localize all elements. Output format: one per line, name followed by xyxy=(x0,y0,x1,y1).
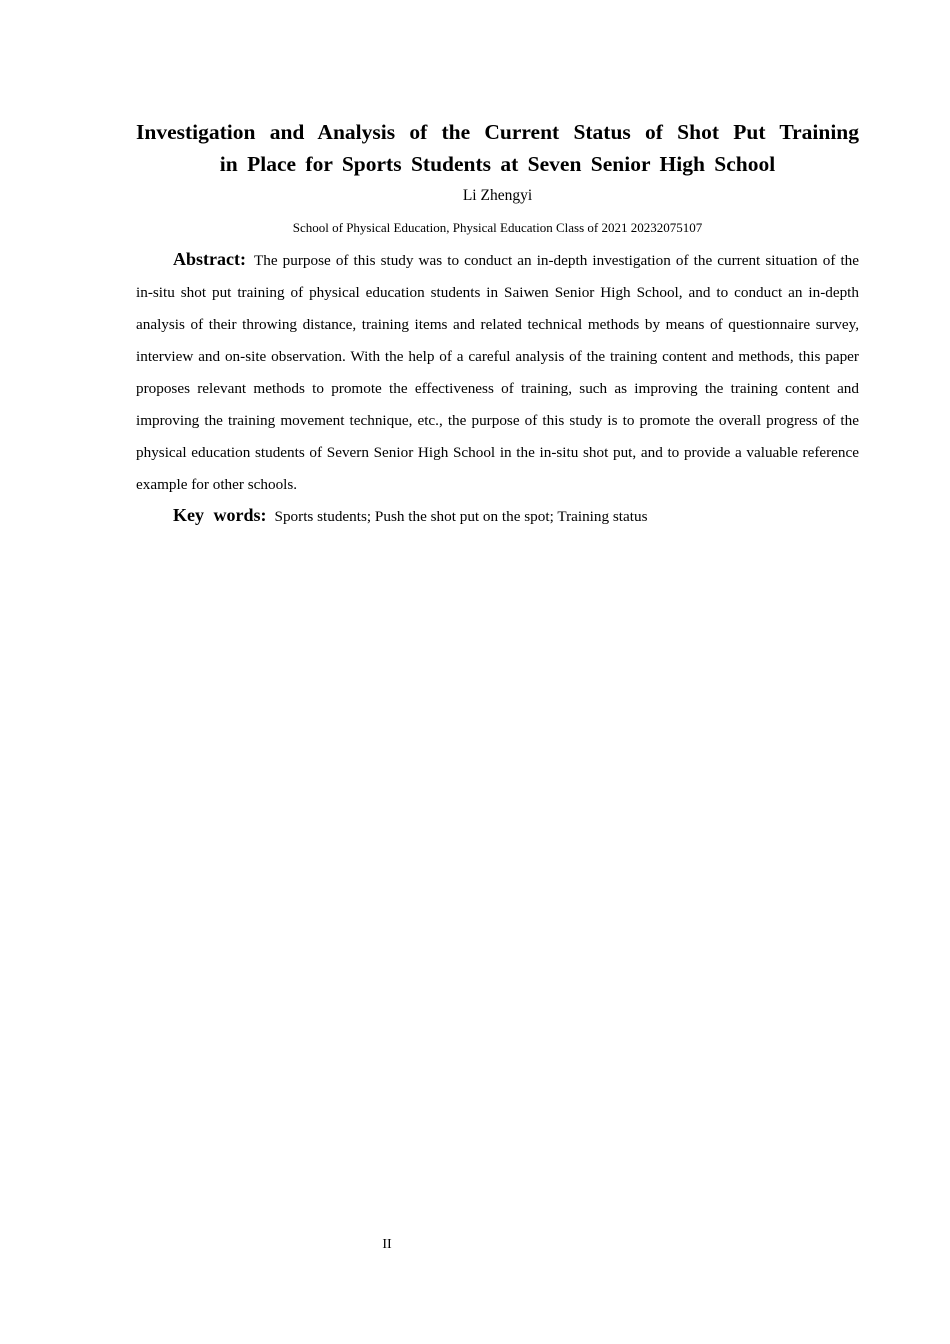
author-affiliation: School of Physical Education, Physical Education Class of 2021 20232075107 xyxy=(292,220,703,235)
keywords-label: Key words: xyxy=(173,505,267,525)
abstract-label: Abstract: xyxy=(173,249,246,269)
title-line-1: Investigation and Analysis of the Current Status of Shot Put Training xyxy=(136,120,859,144)
paper-title xyxy=(136,116,859,180)
author-name: Li Zhengyi xyxy=(462,187,533,204)
keywords-paragraph xyxy=(136,500,859,532)
keywords-text: Sports students; Push the shot put on the spot; Training status xyxy=(274,508,648,525)
page-number: II xyxy=(382,1237,392,1252)
abstract-text: The purpose of this study was to conduct an in-depth investigation of the current situation of the in-situ shot put training of physical education students in Saiwen Senior High School, and to conduct an in-depth analysis of their throwing distance, training items and related technical methods by means of questionnaire survey, interview and on-site observation. With the help of a careful analysis of the training content and methods, this paper proposes relevant methods to promote the effectiveness of training, such as improving the training content and improving the training movement technique, etc., the purpose of this study is to promote the overall progress of the physical education students of Severn Senior High School in the in-situ shot put, and to provide a valuable reference example for other schools. xyxy=(136,252,859,493)
abstract-paragraph xyxy=(136,243,859,501)
title-line-2: in Place for Sports Students at Seven Senior High School xyxy=(219,152,776,176)
